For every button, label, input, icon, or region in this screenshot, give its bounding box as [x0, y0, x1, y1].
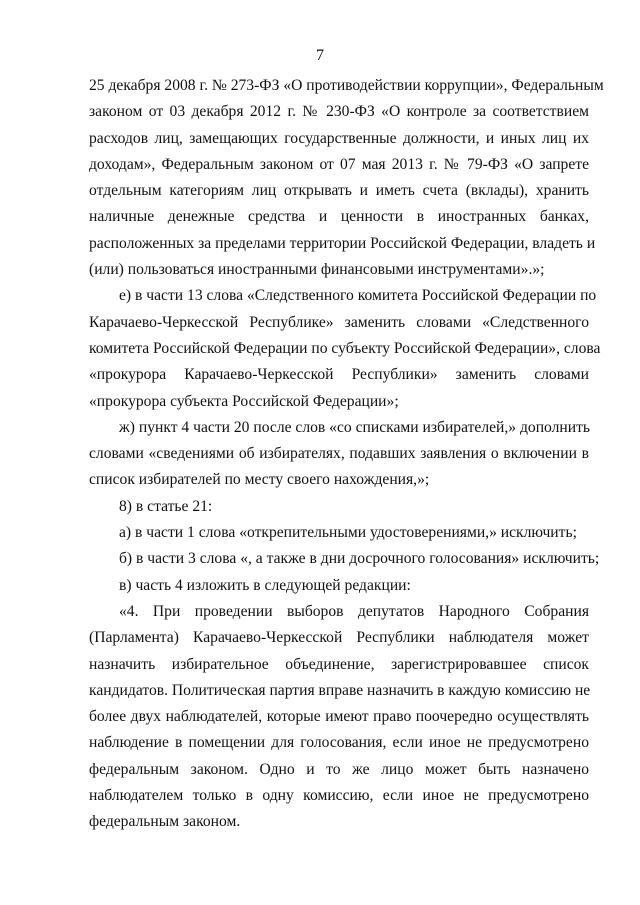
text-line: Карачаево-Черкесской Республике» заменить словами «Следственного — [89, 313, 589, 331]
text-line: список избирателей по месту своего нахождения,»; — [89, 471, 430, 489]
text-line: словами «сведениями об избирателях, подавших заявления о включении в — [89, 445, 589, 463]
text-line: (Парламента) Карачаево-Черкесской Республики наблюдателя может — [89, 629, 589, 647]
paragraph — [89, 494, 589, 520]
paragraph — [89, 283, 601, 414]
paragraph — [89, 73, 604, 283]
text-line: законом от 03 декабря 2012 г. № 230-ФЗ «О контроле за соответствием — [89, 103, 589, 121]
paragraph — [89, 415, 589, 494]
text-line: «прокурора субъекта Российской Федерации»; — [89, 392, 399, 410]
text-line: 8) в статье 21: — [119, 497, 213, 515]
text-line: (или) пользоваться иностранными финансовыми инструментами».»; — [89, 261, 545, 279]
text-line: расходов лиц, замещающих государственные должности, и иных лиц их — [89, 129, 589, 147]
text-line: назначить избирательное объединение, зарегистрировавшее список — [89, 655, 589, 673]
paragraph — [89, 573, 589, 599]
paragraph — [89, 599, 589, 836]
document-body — [89, 73, 604, 836]
text-line: кандидатов. Политическая партия вправе назначить в каждую комиссию не — [89, 681, 591, 699]
text-line: б) в части 3 слова «, а также в дни досрочного голосования» исключить; — [119, 550, 600, 568]
text-line: доходам», Федеральным законом от 07 мая 2013 г. № 79-ФЗ «О запрете — [89, 155, 589, 173]
text-line: в) часть 4 изложить в следующей редакции: — [119, 576, 411, 594]
paragraph — [89, 546, 600, 572]
text-line: а) в части 1 слова «открепительными удостоверениями,» исключить; — [119, 524, 577, 542]
text-line: более двух наблюдателей, которые имеют право поочередно осуществлять — [89, 708, 589, 726]
paragraph — [89, 520, 589, 546]
text-line: отдельным категориям лиц открывать и иметь счета (вклады), хранить — [89, 182, 589, 200]
text-line: ж) пункт 4 части 20 после слов «со списками избирателей,» дополнить — [119, 418, 591, 436]
text-line: наблюдателем только в одну комиссию, если иное не предусмотрено — [89, 787, 589, 805]
text-line: «прокурора Карачаево-Черкесской Республики» заменить словами — [89, 366, 589, 384]
text-line: федеральным законом. Одно и то же лицо может быть назначено — [89, 760, 589, 778]
text-line: федеральным законом. — [89, 813, 241, 831]
text-line: наблюдение в помещении для голосования, если иное не предусмотрено — [89, 734, 589, 752]
text-line: наличные денежные средства и ценности в иностранных банках, — [89, 208, 589, 226]
text-line: комитета Российской Федерации по субъекту Российской Федерации», слова — [89, 339, 601, 357]
text-line: расположенных за пределами территории Российской Федерации, владеть и — [89, 234, 596, 252]
text-line: 25 декабря 2008 г. № 273-ФЗ «О противодействии коррупции», Федеральным — [89, 77, 604, 94]
text-line: е) в части 13 слова «Следственного комитета Российской Федерации по — [119, 287, 597, 305]
text-line: «4. При проведении выборов депутатов Народного Собрания — [119, 602, 589, 620]
page-number: 7 — [316, 47, 324, 64]
